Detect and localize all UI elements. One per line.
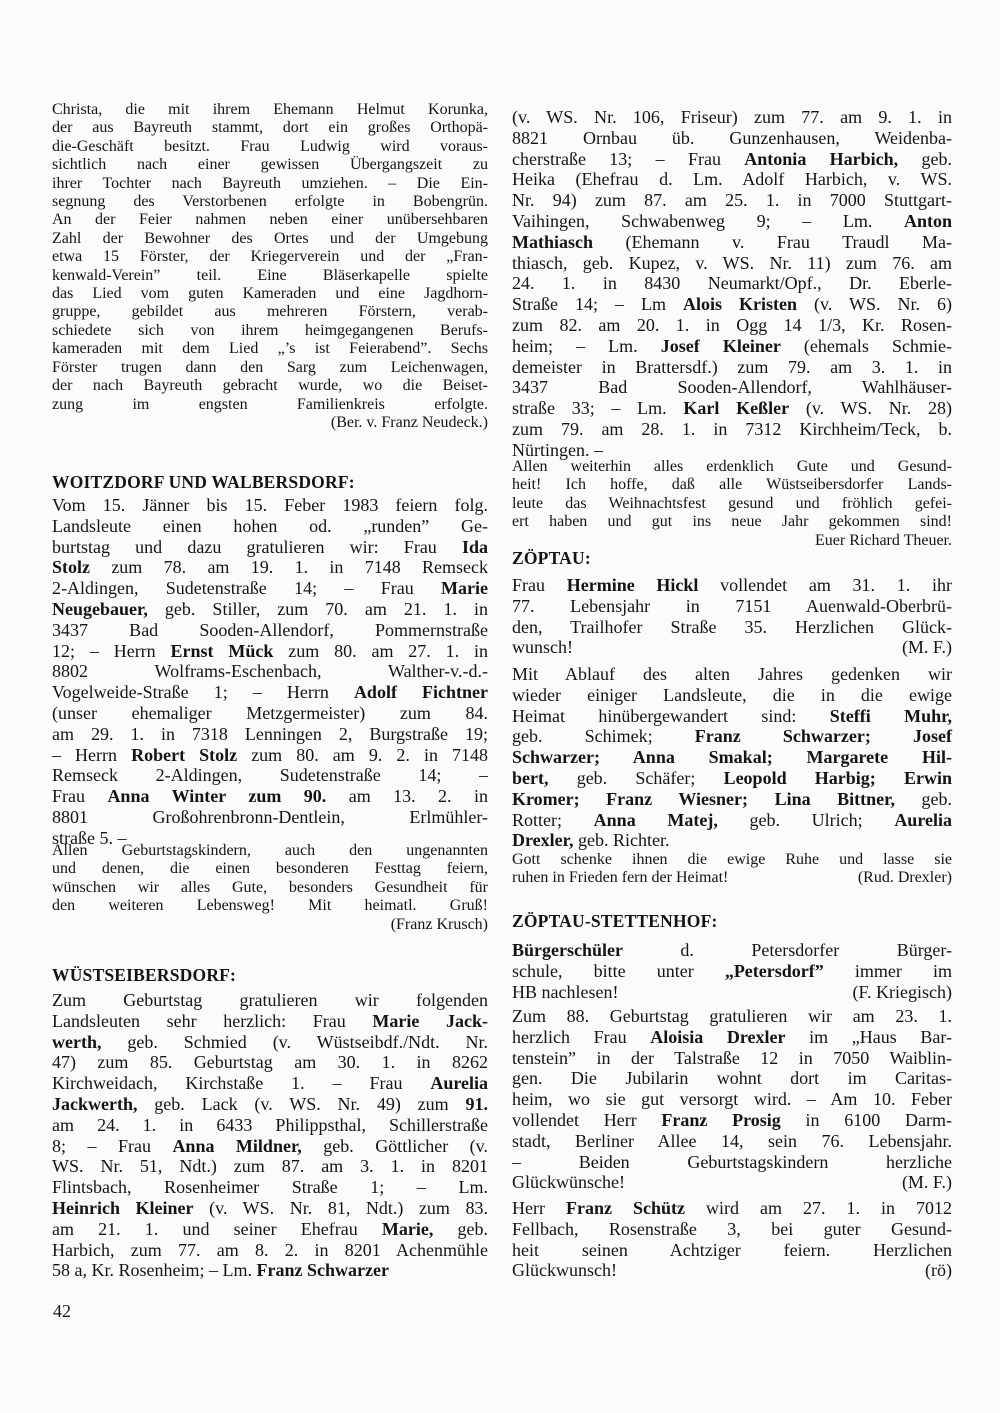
text-run: (ehemals Schmie- bbox=[780, 335, 952, 356]
text-line bbox=[512, 1240, 952, 1261]
text-line bbox=[52, 879, 488, 897]
text-line bbox=[512, 253, 952, 274]
text-line bbox=[512, 315, 952, 336]
text-run: heit seinen Achtziger feiern. Herzlichen bbox=[512, 1239, 952, 1260]
text-run: leute das Weihnachtsfest gesund und fröhlich gefei- bbox=[512, 494, 952, 512]
text-run: zum 80. am 27. 1. in bbox=[273, 640, 488, 661]
bold-name: Ernst Mück bbox=[170, 640, 274, 661]
text-run: den, Trailhofer Straße 35. Herzlichen Glück- bbox=[512, 616, 952, 637]
text-run: ert haben und gut ins neue Jahr gekommen sind! bbox=[512, 513, 952, 531]
text-run: Vogelweide-Straße 1; – Herrn bbox=[52, 682, 354, 703]
text-run: 24. 1. in 8430 Neumarkt/Opf., Dr. Eberle- bbox=[512, 273, 952, 294]
text-run: Nr. 94) zum 87. am 25. 1. in 7000 Stuttgart- bbox=[512, 190, 952, 211]
text-run: geb. Stiller, zum 70. am 21. 1. in bbox=[147, 598, 488, 619]
text-line bbox=[512, 495, 952, 513]
text-run: segnung des Verstorbenen erfolgte in Bobengrün. bbox=[52, 193, 488, 211]
text-run: straße 33; – Lm. bbox=[512, 398, 684, 419]
signature: (M. F.) bbox=[901, 637, 952, 658]
text-run: geb. Schimek; bbox=[512, 726, 695, 747]
text-line bbox=[512, 513, 952, 531]
bold-name: Marie Jack- bbox=[372, 1010, 488, 1031]
bold-name: Josef Kleiner bbox=[660, 335, 781, 356]
text-line bbox=[512, 1110, 952, 1131]
bold-name: Aloisia Drexler bbox=[650, 1026, 786, 1047]
text-run: geb. bbox=[898, 148, 952, 169]
text-line bbox=[52, 285, 488, 303]
text-line bbox=[52, 703, 488, 724]
bold-name: Franz Schwarzer bbox=[256, 1260, 389, 1281]
text-run: den weiteren Lebensweg! Mit heimatl. Gruß! bbox=[52, 897, 488, 915]
text-line bbox=[512, 398, 952, 419]
bold-name: Drexler, bbox=[512, 830, 574, 851]
text-run: Allen weiterhin alles erdenklich Gute und Gesund- bbox=[512, 458, 952, 475]
text-run: heit! Ich hoffe, daß alle Wüstseibersdorfer Lands- bbox=[512, 476, 952, 494]
text-line bbox=[512, 1172, 952, 1193]
text-run: Heimat hinübergewandert sind: bbox=[512, 705, 830, 726]
signature: (rö) bbox=[925, 1260, 952, 1281]
text-line bbox=[512, 810, 952, 831]
text-line bbox=[52, 807, 488, 828]
text-line bbox=[512, 476, 952, 494]
page-number: 42 bbox=[53, 1301, 71, 1321]
text-line bbox=[512, 664, 952, 685]
text-line bbox=[52, 156, 488, 174]
text-line bbox=[512, 789, 952, 810]
text-line bbox=[512, 768, 952, 789]
text-run: heim, wo sie gut versorgt wird. – Am 10. Feber bbox=[512, 1089, 952, 1110]
text-run: – Beiden Geburtstagskindern herzliche bbox=[512, 1151, 952, 1172]
text-run: das Lied vom guten Kameraden und eine Jagdhorn- bbox=[52, 285, 488, 303]
text-run: geb. Schmied (v. Wüstseibdf./Ndt. Nr. bbox=[101, 1031, 488, 1052]
text-line bbox=[512, 149, 952, 170]
line-text bbox=[512, 869, 728, 887]
text-run: Straße 14; – Lm bbox=[512, 294, 683, 315]
text-run: geb. Göttlicher (v. bbox=[301, 1135, 489, 1156]
text-run: (unser ehemaliger Metzgermeister) zum 84. bbox=[52, 702, 488, 723]
text-run: Gott schenke ihnen die ewige Ruhe und lasse sie bbox=[512, 851, 952, 868]
text-line bbox=[512, 211, 952, 232]
text-run: immer im bbox=[823, 960, 952, 981]
text-run: schiedete sich von ihrem heimgegangenen Berufs- bbox=[52, 321, 488, 339]
text-line bbox=[512, 575, 952, 596]
text-run: 12; – Herrn bbox=[52, 640, 171, 661]
line-text bbox=[512, 982, 618, 1003]
text-line bbox=[512, 961, 952, 982]
text-run: am 13. 2. in bbox=[326, 786, 488, 807]
bold-name: Marie bbox=[441, 578, 488, 599]
text-run: Zahl der Bewohner des Ortes und der Umgebung bbox=[52, 229, 488, 247]
text-run: geb. bbox=[433, 1218, 488, 1239]
text-run: die-Geschäft besitzt. Frau Ludwig wird voraus- bbox=[52, 137, 488, 155]
text-line bbox=[512, 169, 952, 190]
text-run: Harbich, zum 77. am 8. 2. in 8201 Achenmühle bbox=[52, 1239, 488, 1260]
text-line bbox=[512, 107, 952, 128]
line-text bbox=[512, 637, 573, 658]
text-line bbox=[512, 1260, 952, 1281]
text-run: 8821 Ornbau üb. Gunzenhausen, Weidenba- bbox=[512, 127, 952, 148]
text-line bbox=[52, 1052, 488, 1073]
text-run: Fellbach, Rosenstraße 3, bei guter Gesund- bbox=[512, 1218, 952, 1239]
text-run: cherstraße 13; – Frau bbox=[512, 148, 745, 169]
text-run: Allen Geburtstagskindern, auch den ungenannten bbox=[52, 842, 488, 859]
bold-name: Kromer; Franz Wiesner; Lina Bittner, bbox=[512, 788, 895, 809]
text-line bbox=[512, 830, 952, 851]
text-line bbox=[512, 1089, 952, 1110]
text-line bbox=[512, 685, 952, 706]
text-run: zung im engsten Familienkreis erfolgte. bbox=[52, 395, 488, 413]
line-text bbox=[512, 1172, 625, 1193]
text-run: Mit Ablauf des alten Jahres gedenken wir bbox=[512, 664, 952, 684]
text-run: wunsch! bbox=[512, 637, 573, 658]
text-line bbox=[52, 641, 488, 662]
text-line bbox=[512, 1048, 952, 1069]
text-line bbox=[52, 786, 488, 807]
bold-name: Jackwerth, bbox=[52, 1093, 138, 1114]
text-line bbox=[52, 620, 488, 641]
text-line bbox=[512, 706, 952, 727]
text-run: gruppe, gebildet aus mehreren Förstern, verab- bbox=[52, 303, 488, 321]
text-line bbox=[512, 1006, 952, 1027]
text-line bbox=[52, 303, 488, 321]
text-line bbox=[52, 230, 488, 248]
bold-name: Anna Winter zum 90. bbox=[107, 786, 327, 807]
text-run: 2-Aldingen, Sudetenstraße 14; – Frau bbox=[52, 578, 442, 599]
text-run: ruhen in Frieden fern der Heimat! bbox=[512, 869, 729, 887]
bold-name: bert, bbox=[512, 767, 549, 788]
bold-name: Schwarzer; Anna Smakal; Margarete Hil- bbox=[512, 747, 952, 768]
text-line bbox=[52, 340, 488, 358]
text-line bbox=[52, 414, 488, 432]
text-line bbox=[52, 138, 488, 156]
text-run: zum 82. am 20. 1. in Ogg 14 1/3, Kr. Rosen- bbox=[512, 314, 952, 335]
text-line bbox=[512, 458, 952, 476]
bold-name: Ida bbox=[461, 536, 488, 557]
bold-name: „Petersdorf” bbox=[724, 960, 824, 981]
text-run: Zum 88. Geburtstag gratulieren wir am 23. 1. bbox=[512, 1006, 952, 1026]
text-line bbox=[512, 1152, 952, 1173]
text-line bbox=[52, 322, 488, 340]
text-line bbox=[512, 1131, 952, 1152]
text-run: heim; – Lm. bbox=[512, 335, 661, 356]
body-paragraph bbox=[512, 664, 952, 851]
text-run: (v. WS. Nr. 81, Ndt.) zum 83. bbox=[193, 1197, 488, 1218]
text-line bbox=[52, 396, 488, 414]
text-line bbox=[52, 1240, 488, 1261]
text-line bbox=[52, 897, 488, 915]
text-run: am 24. 1. in 6433 Philippsthal, Schillerstraße bbox=[52, 1114, 488, 1135]
body-paragraph bbox=[52, 990, 488, 1281]
text-line bbox=[52, 537, 488, 558]
text-line bbox=[52, 578, 488, 599]
bold-name: Anton bbox=[903, 210, 952, 231]
text-run: burtstag und dazu gratulieren wir: Frau bbox=[52, 536, 462, 557]
text-run: geb. Richter. bbox=[573, 830, 670, 851]
text-line bbox=[52, 267, 488, 285]
text-line bbox=[512, 336, 952, 357]
bold-name: Franz Schütz bbox=[565, 1198, 685, 1218]
text-line bbox=[512, 273, 952, 294]
text-run: am 21. 1. und seiner Ehefrau bbox=[52, 1218, 382, 1239]
bold-name: Mathiasch bbox=[512, 231, 593, 252]
text-run: Förster trugen dann den Sarg zum Leichenwagen, bbox=[52, 358, 488, 376]
bold-name: Anna Mildner, bbox=[172, 1135, 302, 1156]
text-run: Vaihingen, Schwabenweg 9; – Lm. bbox=[512, 210, 904, 231]
text-run: HB nachlesen! bbox=[512, 981, 619, 1002]
text-run: der aus Bayreuth stammt, dort ein großes Orthopä- bbox=[52, 119, 488, 137]
bold-name: Neugebauer, bbox=[52, 598, 148, 619]
text-run: Zum Geburtstag gratulieren wir folgenden bbox=[52, 990, 488, 1010]
bold-name: Aurelia bbox=[894, 809, 952, 830]
text-run: 8; – Frau bbox=[52, 1135, 173, 1156]
text-run: zum 78. am 19. 1. in 7148 Remseck bbox=[90, 557, 488, 578]
signature: (F. Kriegisch) bbox=[852, 981, 952, 1002]
text-run: herzlich Frau bbox=[512, 1026, 651, 1047]
text-run: tenstein” in der Talstraße 12 in 7050 Waiblin- bbox=[512, 1047, 952, 1068]
text-run: thiasch, geb. Kupez, v. WS. Nr. 11) zum 76. am bbox=[512, 252, 952, 273]
text-line bbox=[52, 842, 488, 860]
section-heading: WOITZDORF UND WALBERSDORF: bbox=[52, 472, 355, 492]
text-line bbox=[512, 637, 952, 658]
text-line bbox=[52, 1073, 488, 1094]
text-run: am 29. 1. in 7318 Lenningen 2, Burgstraße 19; bbox=[52, 723, 488, 744]
text-line bbox=[52, 175, 488, 193]
text-run: in 6100 Darm- bbox=[780, 1109, 952, 1130]
bold-name: Franz Prosig bbox=[661, 1109, 781, 1130]
text-run: Glückwünsche! bbox=[512, 1172, 625, 1193]
text-line bbox=[52, 377, 488, 395]
signature: (M. F.) bbox=[901, 1172, 952, 1193]
text-run: 58 a, Kr. Rosenheim; – Lm. bbox=[52, 1260, 257, 1281]
text-line bbox=[512, 1068, 952, 1089]
bold-name: Stolz bbox=[52, 557, 90, 578]
text-run: und denen, die einen besonderen Festtag feiern, bbox=[52, 860, 488, 878]
text-run: (v. WS. Nr. 28) bbox=[789, 398, 952, 419]
text-line bbox=[512, 747, 952, 768]
text-run: Remseck 2-Aldingen, Sudetenstraße 14; – bbox=[52, 765, 488, 786]
text-run: 8802 Wolframs-Eschenbach, Walther-v.-d.- bbox=[52, 661, 488, 682]
text-run: Heika (Ehefrau d. Lm. Adolf Harbich, v. WS. bbox=[512, 169, 952, 190]
text-line bbox=[52, 990, 488, 1011]
text-line bbox=[52, 101, 488, 119]
text-line bbox=[512, 232, 952, 253]
text-line bbox=[512, 377, 952, 398]
bold-name: Antonia Harbich, bbox=[744, 148, 899, 169]
text-line bbox=[512, 1219, 952, 1240]
text-run: wünschen wir alles Gute, besonders Gesundheit für bbox=[52, 878, 488, 896]
text-line bbox=[52, 765, 488, 786]
bold-name: 91. bbox=[465, 1093, 488, 1114]
text-run: Nürtingen. – bbox=[512, 439, 603, 460]
note-paragraph bbox=[512, 851, 952, 888]
signature: (Ber. v. Franz Neudeck.) bbox=[330, 413, 488, 431]
text-line bbox=[52, 1219, 488, 1240]
text-line bbox=[52, 1094, 488, 1115]
bold-name: Robert Stolz bbox=[131, 744, 238, 765]
text-run: Kirchweidach, Kirchstaße 1. – Frau bbox=[52, 1073, 431, 1094]
body-paragraph bbox=[52, 495, 488, 849]
text-line bbox=[52, 211, 488, 229]
bold-name: Heinrich Kleiner bbox=[52, 1197, 194, 1218]
text-line bbox=[512, 294, 952, 315]
section-heading: ZÖPTAU-STETTENHOF: bbox=[512, 911, 718, 931]
text-run: 3437 Bad Sooden-Allendorf, Pommernstraße bbox=[52, 619, 488, 640]
text-run: Landsleute einen hohen od. „runden” Ge- bbox=[52, 515, 488, 536]
text-run: Frau bbox=[512, 575, 567, 595]
bold-name: Bürgerschüler bbox=[512, 940, 623, 960]
text-run: vollendet am 31. 1. ihr bbox=[698, 575, 952, 595]
bold-name: Alois Kristen bbox=[683, 294, 797, 315]
section-heading: WÜSTSEIBERSDORF: bbox=[52, 965, 237, 985]
text-run: (Ehemann v. Frau Traudl Ma- bbox=[593, 231, 952, 252]
text-line bbox=[52, 599, 488, 620]
text-run: zum 79. am 28. 1. in 7312 Kirchheim/Teck, b. bbox=[512, 418, 952, 439]
text-run: der nach Bayreuth gebracht wurde, wo die Beiset- bbox=[52, 377, 488, 395]
bold-name: Steffi Muhr, bbox=[829, 705, 952, 726]
signature: (Franz Krusch) bbox=[390, 915, 488, 933]
text-line bbox=[512, 128, 952, 149]
text-line bbox=[52, 745, 488, 766]
text-line bbox=[52, 1198, 488, 1219]
text-line bbox=[512, 1027, 952, 1048]
text-line bbox=[52, 1136, 488, 1157]
text-line bbox=[512, 596, 952, 617]
body-paragraph bbox=[512, 1006, 952, 1193]
text-line bbox=[512, 982, 952, 1003]
text-run: stadt, Berliner Allee 14, sein 76. Lebensjahr. bbox=[512, 1130, 952, 1151]
text-line bbox=[512, 1198, 952, 1219]
text-line bbox=[52, 248, 488, 266]
bold-name: Franz Schwarzer; Josef bbox=[694, 726, 953, 747]
bold-name: Anna Matej, bbox=[593, 809, 718, 830]
text-line bbox=[512, 190, 952, 211]
text-line bbox=[52, 557, 488, 578]
text-run: WS. Nr. 51, Ndt.) zum 87. am 3. 1. in 8201 bbox=[52, 1156, 488, 1177]
text-run: sichtlich nach einer gewissen Übergangszeit zu bbox=[52, 156, 488, 174]
text-line bbox=[52, 193, 488, 211]
text-run: schule, bitte unter bbox=[512, 960, 725, 981]
text-line bbox=[52, 1115, 488, 1136]
text-run: 77. Lebensjahr in 7151 Auenwald-Oberbrü- bbox=[512, 595, 952, 616]
text-line bbox=[52, 516, 488, 537]
text-line bbox=[52, 682, 488, 703]
text-line bbox=[52, 1177, 488, 1198]
text-run: demeister in Brattersdf.) zum 79. am 3. 1. in bbox=[512, 356, 952, 377]
text-line bbox=[52, 359, 488, 377]
text-run: vollendet Herr bbox=[512, 1109, 662, 1130]
text-run: etwa 15 Förster, der Kriegerverein und der „Fran- bbox=[52, 248, 488, 266]
text-run: zum 80. am 9. 2. in 7148 bbox=[237, 744, 489, 765]
text-run: Rotter; bbox=[512, 809, 594, 830]
text-line bbox=[52, 724, 488, 745]
bold-name: Karl Keßler bbox=[683, 398, 790, 419]
bold-name: werth, bbox=[52, 1031, 102, 1052]
text-line bbox=[512, 419, 952, 440]
text-run: wieder einiger Landsleute, die in die ewige bbox=[512, 684, 952, 705]
text-line bbox=[512, 617, 952, 638]
text-run: Frau bbox=[52, 786, 108, 807]
text-line bbox=[512, 726, 952, 747]
text-line bbox=[52, 1156, 488, 1177]
bold-name: Hermine Hickl bbox=[566, 575, 699, 595]
signature: Euer Richard Theuer. bbox=[815, 531, 952, 549]
text-run: 8801 Großohrenbronn-Dentlein, Erlmühler- bbox=[52, 806, 488, 827]
line-text bbox=[512, 1260, 617, 1281]
text-run: (v. WS. Nr. 106, Friseur) zum 77. am 9. 1. in bbox=[512, 107, 952, 127]
text-line bbox=[52, 916, 488, 934]
text-run: 3437 Bad Sooden-Allendorf, Wahlhäuser- bbox=[512, 377, 952, 398]
text-run: geb. Ulrich; bbox=[717, 809, 895, 830]
text-line bbox=[52, 1260, 488, 1281]
section-heading: ZÖPTAU: bbox=[512, 548, 591, 568]
text-run: gen. Die Jubilarin wohnt dort im Caritas- bbox=[512, 1068, 952, 1089]
note-paragraph bbox=[512, 458, 952, 550]
body-paragraph bbox=[512, 1198, 952, 1281]
body-paragraph bbox=[512, 575, 952, 658]
text-line bbox=[52, 119, 488, 137]
text-run: im „Haus Bar- bbox=[785, 1026, 952, 1047]
text-run: (v. WS. Nr. 6) bbox=[797, 294, 953, 315]
text-line bbox=[512, 869, 952, 887]
bold-name: Adolf Fichtner bbox=[353, 682, 489, 703]
body-paragraph bbox=[512, 107, 952, 461]
text-line bbox=[52, 495, 488, 516]
text-run: wird am 27. 1. in 7012 bbox=[684, 1198, 952, 1218]
text-line bbox=[512, 851, 952, 869]
text-run: 47) zum 85. Geburtstag am 30. 1. in 8262 bbox=[52, 1052, 488, 1073]
text-run: Flintsbach, Rosenheimer Straße 1; – Lm. bbox=[52, 1177, 488, 1198]
text-run: ihrer Tochter nach Bayreuth umziehen. – Die Ein- bbox=[52, 174, 488, 192]
bold-name: Marie, bbox=[381, 1218, 434, 1239]
note-paragraph bbox=[52, 842, 488, 934]
text-run: Vom 15. Jänner bis 15. Feber 1983 feiern folg. bbox=[52, 495, 488, 515]
text-line bbox=[52, 661, 488, 682]
bold-name: Aurelia bbox=[430, 1073, 488, 1094]
text-run: geb. Schäfer; bbox=[548, 767, 724, 788]
text-line bbox=[52, 1011, 488, 1032]
text-line bbox=[52, 1032, 488, 1053]
text-run: geb. bbox=[894, 788, 952, 809]
text-line bbox=[512, 357, 952, 378]
text-line bbox=[512, 940, 952, 961]
text-run: kameraden mit dem Lied „’s ist Feierabend”. Sechs bbox=[52, 340, 488, 358]
text-run: An der Feier nahmen neben einer unübersehbaren bbox=[52, 211, 488, 229]
text-run: d. Petersdorfer Bürger- bbox=[622, 940, 952, 960]
bold-name: Leopold Harbig; Erwin bbox=[723, 767, 952, 788]
body-paragraph bbox=[512, 940, 952, 1002]
text-run: straße 5. – bbox=[52, 827, 127, 848]
signature: (Rud. Drexler) bbox=[857, 869, 952, 887]
note-paragraph bbox=[52, 101, 488, 432]
text-run: Glückwunsch! bbox=[512, 1260, 617, 1281]
text-run: kenwald-Verein” teil. Eine Bläserkapelle spielte bbox=[52, 266, 488, 284]
text-run: geb. Lack (v. WS. Nr. 49) zum bbox=[137, 1093, 466, 1114]
text-line bbox=[52, 860, 488, 878]
text-run: Christa, die mit ihrem Ehemann Helmut Korunka, bbox=[52, 101, 488, 118]
text-run: – Herrn bbox=[52, 744, 132, 765]
text-run: Landsleuten sehr herzlich: Frau bbox=[52, 1010, 373, 1031]
text-run: Herr bbox=[512, 1198, 566, 1218]
